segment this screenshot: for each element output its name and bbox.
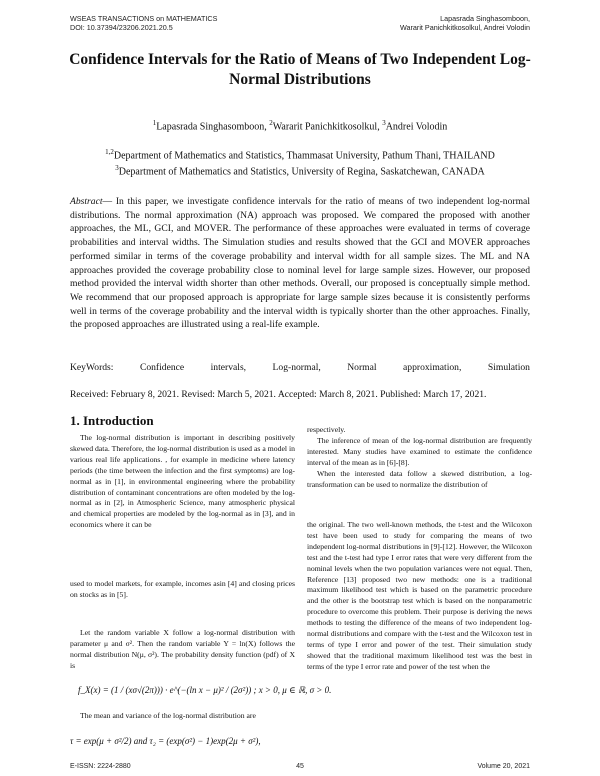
author-list: $^1$Lapasrada Singhasomboon, $^2$Wararit Panichkitkosolkul, $^3$Andrei Volodin <box>152 119 448 133</box>
author-name: Wararit Panichkitkosolkul <box>272 121 378 133</box>
paragraph: Let the random variable X follow a log-normal distribution with parameter μ and σ². Then the random variable Y = ln(X) follows the normal distribution N(μ, σ²). The probability density function (pdf) of X is <box>70 628 295 670</box>
author-name: Lapasrada Singhasomboon <box>156 121 265 133</box>
doi: DOI: 10.37394/23206.2021.20.5 <box>70 23 173 32</box>
paragraph: The mean and variance of the log-normal distribution are <box>80 711 256 720</box>
header-authors-line1: Lapasrada Singhasomboon, <box>440 14 530 23</box>
abstract-text: In this paper, we investigate confidence intervals for the ratio of means of two independent log-normal distributions. The normal approximation (NA) approach was proposed. We compared the proposed with another approaches, the ML, GCI, and MOVER. The performance of these approaches were evaluated in terms of coverage probabilities and interval widths. The Simulation studies and results showed that the GCI and MOVER approaches performed similar in terms of the coverage probability and interval width for all sample sizes. The ML and NA approaches provided the coverage probability close to nominal level for large sample sizes. However, our proposed method provided the interval width shorter than other methods. Overall, our proposed is conceptually simple method. We recommend that our proposed approach is appropriate for large sample sizes because it is consistently performs well in terms of the coverage probability and the interval width is typically shorter than the other approaches. Finally, the proposed approaches are illustrated using a real-life example. <box>70 196 530 331</box>
paragraph: When the interested data follow a skewed distribution, a log-transformation can be used to normalize the distribution of <box>307 468 532 489</box>
column-left-text <box>70 628 295 672</box>
keywords <box>70 362 530 373</box>
keyword: KeyWords: <box>70 362 114 373</box>
column-right-text <box>307 520 532 673</box>
abstract: Abstract— In this paper, we investigate confidence intervals for the ratio of means of two independent log-normal distributions. The normal approximation (NA) approach was proposed. We compared the proposed with another approaches, the ML, GCI, and MOVER. The performance of these approaches were evaluated in terms of coverage probabilities and interval widths. The Simulation studies and results showed that the GCI and MOVER approaches performed similar in terms of the coverage probability and interval width for all sample sizes. The ML and NA approaches provided the coverage probability close to nominal level for large sample sizes. However, our proposed method provided the interval width shorter than other methods. Overall, our proposed is conceptually simple method. We recommend that our proposed approach is appropriate for large sample sizes because it is consistently performs well in terms of the coverage probability and the interval width is typically shorter than the other approaches. Finally, the proposed approaches are illustrated using a real-life example. <box>70 196 530 331</box>
column-left-text <box>70 579 295 601</box>
paragraph: The log-normal distribution is important in describing positively skewed data. Therefore, the log-normal distribution is used as a model in various real life applications. , for example in medicine where latency periods (the time between the infection and the first symptoms) are log-normal as in [1], in environmental engineering where the probability distribution of contaminant concentrations are often modeled by the log-normal as in [2], in Atmospheric Science, many atmospheric physical and chemical properties are modeled by the log-normal as in [3], and in economics where it can be <box>70 433 295 530</box>
keyword: Simulation <box>487 362 530 373</box>
column-right-text <box>307 425 532 490</box>
paper-title: Confidence Intervals for the Ratio of Means of Two Independent Log-Normal Distributions <box>69 51 531 88</box>
column-left-text <box>70 433 295 531</box>
section-heading: 1. Introduction <box>70 413 154 428</box>
keyword: intervals, <box>210 362 247 373</box>
keyword: Normal <box>347 362 377 373</box>
running-header-left <box>70 14 217 32</box>
column-left-text <box>70 711 295 722</box>
received-dates: Received: February 8, 2021. Revised: March 5, 2021. Accepted: March 8, 2021. Published: March 17, 2021. <box>70 389 487 400</box>
author-name: Andrei Volodin <box>385 121 448 133</box>
keyword: approximation, <box>403 362 462 373</box>
page-number: 45 <box>296 763 304 770</box>
affiliations <box>60 146 540 179</box>
affiliation: $^{1,2}$Department of Mathematics and Statistics, Thammasat University, Pathum Thani, THAILAND <box>105 148 495 162</box>
running-header-right <box>400 14 530 32</box>
affiliation: $^3$Department of Mathematics and Statistics, University of Regina, Saskatchewan, CANADA <box>115 164 485 178</box>
paragraph: used to model markets, for example, incomes asin [4] and closing prices on stocks as in [5]. <box>70 579 295 599</box>
keyword: Confidence <box>139 362 185 373</box>
keyword: Log-normal, <box>272 362 321 373</box>
paragraph: The inference of mean of the log-normal distribution are frequently interested. Many studies have examined to estimate the confidence interval of the mean as in [6]-[8]. <box>307 435 532 467</box>
abstract-label: Abstract <box>70 196 103 207</box>
paragraph: the original. The two well-known methods, the t-test and the Wilcoxon test have been used to study for comparing the means of two independent log-normal distributions in [9]-[12]. However, the Wilcoxon test and the t-test had type I error rates that were very different from the nominal levels when the two population variances were not equal. Then, Reference [13] proposed two new methods: one is a traditional maximum likelihood test which is based on the parametric procedure and the other is the bootstrap test which is based on the nonparametric procedure to overcome this problem. Their purpose is deriving the news methods to testing the difference of the means of two independent log-normal distributions and compare with the t-test and the Wilcoxon test in terms of type I error and power of the test. Their simulation study showed that the traditional maximum likelihood test was the best in terms of the type I error rate and power of the test when the <box>307 520 532 671</box>
footer-issn: E-ISSN: 2224-2880 <box>70 763 131 770</box>
paragraph: respectively. <box>307 425 346 434</box>
pdf-formula: f_X(x) = (1 / (xσ√(2π))) · e^(−(ln x − μ)² / (2σ²)) ; x > 0, μ ∈ ℝ, σ > 0. <box>78 685 332 695</box>
journal-name: WSEAS TRANSACTIONS on MATHEMATICS <box>70 14 218 23</box>
mean-variance-formula: τ = exp(μ + σ²/2) and τ₂ = (exp(σ²) − 1)exp(2μ + σ²), <box>70 736 261 746</box>
header-authors-line2: Wararit Panichkitkosolkul, Andrei Volodin <box>400 23 530 32</box>
footer-volume: Volume 20, 2021 <box>477 763 530 770</box>
